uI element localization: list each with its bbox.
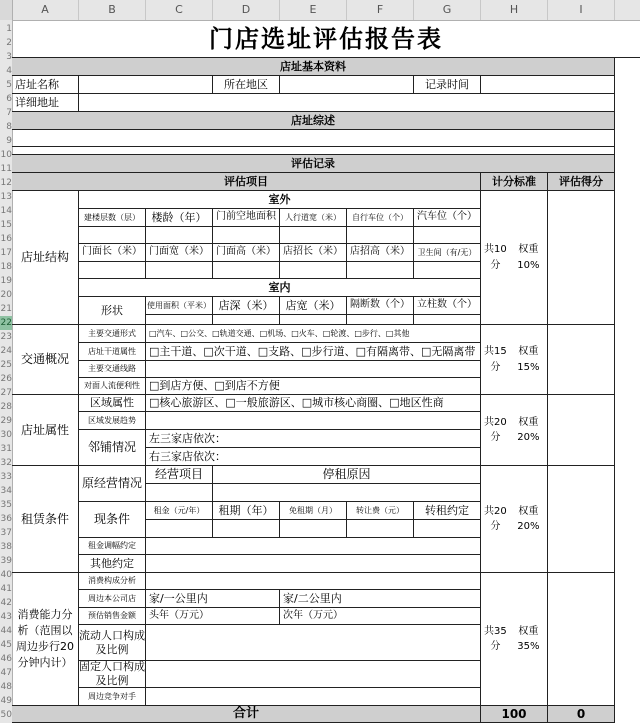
row-header[interactable]: 12	[0, 178, 12, 188]
consumption-score-text: 共35分	[484, 625, 507, 652]
attribute-weight-text: 权重20%	[517, 416, 540, 443]
row-header[interactable]: 26	[0, 374, 12, 384]
total-score[interactable]: 0	[548, 706, 615, 723]
row-header[interactable]: 8	[6, 122, 12, 132]
row-header[interactable]: 2	[6, 38, 12, 48]
consumption-score-input[interactable]	[548, 573, 615, 706]
bike-input[interactable]	[347, 227, 414, 244]
row-header[interactable]: 23	[0, 332, 12, 342]
door-length-input[interactable]	[79, 262, 146, 279]
competitor-label[interactable]: 周边竞争对手	[79, 688, 146, 706]
header-item[interactable]: 评估项目	[12, 173, 481, 191]
access-label[interactable]: 对面人流便利性	[79, 378, 146, 395]
partition-label[interactable]: 隔断数（个）	[347, 297, 414, 315]
free-period-input[interactable]	[280, 520, 347, 538]
car-input[interactable]	[414, 227, 481, 244]
header-score[interactable]: 评估得分	[548, 173, 615, 191]
region-label[interactable]: 所在地区	[213, 76, 280, 94]
row-header[interactable]: 20	[0, 290, 12, 300]
traffic-score-input[interactable]	[548, 325, 615, 395]
front-area-label[interactable]: 门前空地面积	[213, 209, 280, 227]
overview-input-1[interactable]	[12, 130, 615, 147]
spreadsheet-grid	[12, 20, 640, 723]
address-input[interactable]	[79, 94, 615, 112]
row-header[interactable]: 14	[0, 206, 12, 216]
row-header[interactable]: 43	[0, 612, 12, 622]
door-length-label[interactable]: 门面长（米）	[79, 244, 146, 262]
lease-label[interactable]: 租赁条件	[12, 466, 79, 573]
row-header[interactable]: 44	[0, 626, 12, 636]
free-period-label[interactable]: 免租期（月）	[280, 502, 347, 520]
section-evaluation[interactable]: 评估记录	[12, 155, 615, 173]
zone-label[interactable]: 区域属性	[79, 395, 146, 412]
column-header-bar	[0, 0, 640, 21]
original-business-label[interactable]: 原经营情况	[79, 466, 146, 502]
traffic-score-text: 共15分	[484, 346, 507, 373]
zone-options[interactable]: □核心旅游区、□一般旅游区、□城市核心商圈、□地区性商	[146, 395, 481, 412]
first-year-input[interactable]: 头年（万元）	[146, 608, 280, 625]
row-header[interactable]: 16	[0, 234, 12, 244]
row-header[interactable]: 22	[0, 318, 12, 328]
store-name-input[interactable]	[79, 76, 213, 94]
traffic-weight-text: 权重15%	[517, 346, 540, 373]
door-width-label[interactable]: 门面宽（米）	[146, 244, 213, 262]
neighbor-label[interactable]: 邻铺情况	[79, 430, 146, 466]
traffic-route-input[interactable]	[146, 361, 481, 378]
col-header-d[interactable]: D	[213, 0, 280, 20]
row-header[interactable]: 42	[0, 598, 12, 608]
row-header[interactable]: 27	[0, 388, 12, 398]
front-area-input[interactable]	[213, 227, 280, 244]
header-standard[interactable]: 计分标准	[481, 173, 548, 191]
address-label[interactable]: 详细地址	[12, 94, 79, 112]
access-options[interactable]: □到店方便、□到店不方便	[146, 378, 481, 395]
lease-score-text: 共20分	[484, 505, 507, 532]
traffic-standard[interactable]	[481, 325, 548, 395]
row-header[interactable]: 40	[0, 570, 12, 580]
consumption-standard[interactable]	[481, 573, 548, 706]
row-header[interactable]: 35	[0, 500, 12, 510]
row-header[interactable]: 38	[0, 542, 12, 552]
composition-input[interactable]	[146, 573, 481, 590]
row-header[interactable]: 7	[6, 108, 12, 118]
stop-reason-label[interactable]: 停租原因	[213, 466, 481, 484]
consumption-weight-text: 权重35%	[517, 625, 540, 652]
door-height-input[interactable]	[213, 262, 280, 279]
col-header-h[interactable]: H	[481, 0, 548, 20]
store-depth-label[interactable]: 店深（米）	[213, 297, 280, 315]
section-overview[interactable]: 店址综述	[12, 112, 615, 130]
attribute-standard[interactable]	[481, 395, 548, 466]
row-header[interactable]: 18	[0, 262, 12, 272]
lease-score-input[interactable]	[548, 466, 615, 573]
row-header[interactable]: 28	[0, 402, 12, 412]
row-header[interactable]: 4	[6, 66, 12, 76]
page-title[interactable]: 门店选址评估报告表	[12, 20, 640, 58]
record-time-label[interactable]: 记录时间	[414, 76, 481, 94]
total-standard[interactable]: 100	[481, 706, 548, 723]
row-header[interactable]: 37	[0, 528, 12, 538]
row-header[interactable]: 1	[6, 24, 12, 34]
structure-weight-text: 权重10%	[517, 244, 540, 271]
row-header[interactable]: 49	[0, 696, 12, 706]
columns-input[interactable]	[414, 315, 481, 325]
rent-input[interactable]	[146, 520, 213, 538]
row-header[interactable]: 24	[0, 346, 12, 356]
shape-label[interactable]: 形状	[79, 297, 146, 325]
left-neighbor-input[interactable]: 左三家店依次：	[146, 430, 481, 448]
building-age-label[interactable]: 楼龄（年）	[146, 209, 213, 227]
col-header-c[interactable]: C	[146, 0, 213, 20]
road-attr-options[interactable]: □主干道、□次干道、□支路、□步行道、□有隔离带、□无隔离带	[146, 343, 481, 361]
col-header-g[interactable]: G	[414, 0, 481, 20]
sublease-terms-label[interactable]: 转租约定	[414, 502, 481, 520]
usable-area-input[interactable]	[146, 315, 213, 325]
row-header[interactable]: 32	[0, 458, 12, 468]
store-width-label[interactable]: 店宽（米）	[280, 297, 347, 315]
row-header[interactable]: 46	[0, 654, 12, 664]
row-header[interactable]: 17	[0, 248, 12, 258]
car-label[interactable]: 汽车位（个）	[414, 209, 481, 227]
outdoor-heading[interactable]: 室外	[79, 191, 481, 209]
region-input[interactable]	[280, 76, 414, 94]
sidewalk-input[interactable]	[280, 227, 347, 244]
attribute-score-input[interactable]	[548, 395, 615, 466]
col-header-a[interactable]: A	[12, 0, 79, 20]
sign-length-label[interactable]: 店招长（米）	[280, 244, 347, 262]
partition-input[interactable]	[347, 315, 414, 325]
sign-length-input[interactable]	[280, 262, 347, 279]
structure-standard[interactable]	[481, 191, 548, 325]
sublease-terms-input[interactable]	[414, 520, 481, 538]
competitor-input[interactable]	[146, 688, 481, 706]
columns-label[interactable]: 立柱数（个）	[414, 297, 481, 315]
row-header[interactable]: 25	[0, 360, 12, 370]
rent-label[interactable]: 租金（元/年）	[146, 502, 213, 520]
indoor-heading[interactable]: 室内	[79, 279, 481, 297]
transfer-fee-input[interactable]	[347, 520, 414, 538]
bike-label[interactable]: 自行车位（个）	[347, 209, 414, 227]
row-header[interactable]: 34	[0, 486, 12, 496]
trend-label[interactable]: 区域发展趋势	[79, 412, 146, 430]
row-header[interactable]: 33	[0, 472, 12, 482]
structure-score-input[interactable]	[548, 191, 615, 325]
fixed-population-label[interactable]: 固定人口构成及比例	[79, 661, 145, 687]
traffic-mode-options[interactable]: □汽车、□公交、□轨道交通、□机场、□火车、□轮渡、□步行、□其他	[146, 325, 481, 343]
sidewalk-label[interactable]: 人行道宽（米）	[280, 209, 347, 227]
lease-weight-text: 权重20%	[517, 505, 540, 532]
attribute-score-text: 共20分	[484, 416, 507, 443]
other-terms-input[interactable]	[146, 555, 481, 573]
floating-population-label[interactable]: 流动人口构成及比例	[79, 625, 146, 661]
floating-population-input[interactable]	[146, 625, 481, 661]
store-depth-input[interactable]	[213, 315, 280, 325]
consumption-label[interactable]: 消费能力分析（范围以周边步行20分钟内计）	[12, 573, 79, 706]
composition-label[interactable]: 消费构成分析	[79, 573, 146, 590]
floor-count-label[interactable]: 建楼层数（层）	[79, 209, 146, 227]
traffic-label[interactable]: 交通概况	[12, 325, 79, 395]
restroom-label[interactable]: 卫生间（有/无）	[414, 244, 481, 262]
structure-label[interactable]: 店址结构	[12, 191, 79, 325]
within-2km-input[interactable]: 家/二公里内	[280, 590, 481, 608]
row-header[interactable]: 11	[0, 164, 12, 174]
col-header-b[interactable]: B	[79, 0, 146, 20]
lease-standard[interactable]	[481, 466, 548, 573]
sign-height-label[interactable]: 店招高（米）	[347, 244, 414, 262]
business-item-input[interactable]	[146, 484, 213, 502]
overview-input-2[interactable]	[12, 147, 615, 155]
road-attr-label[interactable]: 店址干道属性	[79, 343, 146, 361]
stop-reason-input[interactable]	[213, 484, 481, 502]
total-label[interactable]: 合计	[12, 706, 481, 723]
row-header[interactable]: 6	[6, 94, 12, 104]
restroom-input[interactable]	[414, 262, 481, 279]
door-height-label[interactable]: 门面高（米）	[213, 244, 280, 262]
row-header[interactable]: 50	[0, 710, 12, 720]
business-item-label[interactable]: 经营项目	[146, 466, 213, 484]
row-header[interactable]: 15	[0, 220, 12, 230]
second-year-input[interactable]: 次年（万元）	[280, 608, 481, 625]
floor-count-input[interactable]	[79, 227, 146, 244]
building-age-input[interactable]	[146, 227, 213, 244]
lease-period-label[interactable]: 租期（年）	[213, 502, 280, 520]
company-store-label[interactable]: 周边本公司店	[79, 590, 146, 608]
fixed-population-input[interactable]	[146, 661, 481, 688]
sign-height-input[interactable]	[347, 262, 414, 279]
right-neighbor-input[interactable]: 右三家店依次：	[146, 448, 481, 466]
col-header-i[interactable]: I	[548, 0, 615, 20]
col-header-f[interactable]: F	[347, 0, 414, 20]
row-header[interactable]: 19	[0, 276, 12, 286]
row-header[interactable]: 21	[0, 304, 12, 314]
row-header[interactable]: 36	[0, 514, 12, 524]
row-header[interactable]: 39	[0, 556, 12, 566]
section-basic-info[interactable]: 店址基本资料	[12, 58, 615, 76]
row-header[interactable]: 13	[0, 192, 12, 202]
store-name-label[interactable]: 店址名称	[12, 76, 79, 94]
traffic-route-label[interactable]: 主要交通线路	[79, 361, 146, 378]
structure-score-text: 共10分	[484, 244, 507, 271]
row-header[interactable]: 45	[0, 640, 12, 650]
lease-period-input[interactable]	[213, 520, 280, 538]
row-header[interactable]: 30	[0, 430, 12, 440]
store-width-input[interactable]	[280, 315, 347, 325]
rent-adjust-label[interactable]: 租金调幅约定	[79, 538, 146, 555]
row-header[interactable]: 5	[6, 80, 12, 90]
col-header-e[interactable]: E	[280, 0, 347, 20]
row-header[interactable]: 41	[0, 584, 12, 594]
rent-adjust-input[interactable]	[146, 538, 481, 555]
row-header[interactable]: 9	[6, 136, 12, 146]
usable-area-label[interactable]: 使用面积（平米）	[146, 297, 213, 315]
attribute-label[interactable]: 店址属性	[12, 395, 79, 466]
row-header[interactable]: 3	[6, 52, 12, 62]
within-1km-input[interactable]: 家/一公里内	[146, 590, 280, 608]
traffic-mode-label[interactable]: 主要交通形式	[79, 325, 146, 343]
row-header[interactable]: 47	[0, 668, 12, 678]
other-terms-label[interactable]: 其他约定	[79, 555, 146, 573]
sales-estimate-label[interactable]: 预估销售金额	[79, 608, 146, 625]
row-header[interactable]: 29	[0, 416, 12, 426]
door-width-input[interactable]	[146, 262, 213, 279]
record-time-input[interactable]	[481, 76, 615, 94]
transfer-fee-label[interactable]: 转让费（元）	[347, 502, 414, 520]
current-terms-label[interactable]: 现条件	[79, 502, 146, 538]
row-header[interactable]: 31	[0, 444, 12, 454]
row-header[interactable]: 10	[0, 150, 12, 160]
trend-input[interactable]	[146, 412, 481, 430]
row-header[interactable]: 48	[0, 682, 12, 692]
